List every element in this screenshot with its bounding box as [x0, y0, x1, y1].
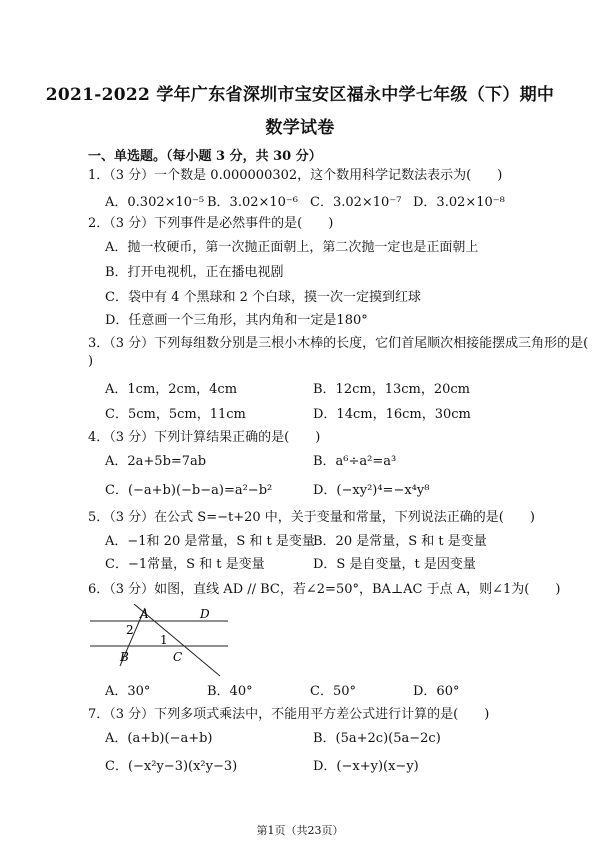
page-footer: 第1页（共23页）	[256, 824, 344, 837]
exam-subtitle: 数学试卷	[265, 118, 335, 138]
question-5-stem: 5．（3 分）在公式 S=−t+20 中，关于变量和常量，下列说法正确的是( )	[88, 510, 535, 525]
q6-option-c: C．50°	[310, 684, 356, 699]
question-1-stem: 1．（3 分）一个数是 0.000000302，这个数用科学记数法表示为( )	[88, 168, 503, 183]
q1-option-c: C．3.02×10⁻⁷	[310, 195, 402, 210]
q7-option-d: D．(−x+y)(x−y)	[313, 759, 419, 774]
q3-option-a: A．1cm，2cm，4cm	[105, 382, 238, 397]
geometry-figure	[90, 604, 230, 678]
q1-option-b: B．3.02×10⁻⁶	[207, 195, 299, 210]
question-6-stem: 6．（3 分）如图，直线 AD // BC，若∠2=50°，BA⊥AC 于点 A，则∠1为( )	[88, 582, 561, 597]
q3-option-b: B．12cm，13cm，20cm	[313, 382, 471, 397]
q4-option-b: B．a⁶÷a²=a³	[313, 454, 397, 469]
q2-option-c: C．袋中有 4 个黑球和 2 个白球，摸一次一定摸到红球	[105, 290, 422, 305]
label-b: B	[120, 650, 129, 664]
q2-option-b: B．打开电视机，正在播电视剧	[105, 265, 284, 280]
q5-option-d: D．S 是自变量，t 是因变量	[313, 557, 476, 572]
question-4-stem: 4．（3 分）下列计算结果正确的是( )	[88, 430, 321, 445]
q7-option-b: B．(5a+2c)(5a−2c)	[313, 731, 441, 746]
q6-option-a: A．30°	[105, 684, 151, 699]
label-c: C	[173, 650, 183, 664]
q7-option-c: C．(−x²y−3)(x²y−3)	[105, 759, 238, 774]
label-d: D	[200, 607, 210, 621]
question-3-stem: 3．（3 分）下列每组数分别是三根小木棒的长度，它们首尾顺次相接能摆成三角形的是(	[88, 336, 589, 351]
q4-option-d: D．(−xy²)⁴=−x⁴y⁸	[313, 483, 430, 498]
q1-option-a: A．0.302×10⁻⁵	[105, 195, 205, 210]
q6-option-d: D．60°	[413, 684, 460, 699]
q3-option-d: D．14cm，16cm，30cm	[313, 407, 471, 422]
question-7-stem: 7．（3 分）下列多项式乘法中，不能用平方差公式进行计算的是( )	[88, 707, 490, 722]
section-heading: 一、单选题。（每小题 3 分，共 30 分）	[88, 149, 322, 164]
q2-option-a: A．抛一枚硬币，第一次抛正面朝上，第二次抛一定也是正面朝上	[105, 240, 479, 255]
q7-option-a: A．(a+b)(−a+b)	[105, 731, 213, 746]
q4-option-a: A．2a+5b=7ab	[105, 454, 207, 469]
q3-option-c: C．5cm，5cm，11cm	[105, 407, 246, 422]
exam-title: 2021-2022 学年广东省深圳市宝安区福永中学七年级（下）期中	[45, 85, 555, 105]
q6-option-b: B．40°	[207, 684, 253, 699]
q1-option-d: D．3.02×10⁻⁸	[413, 195, 505, 210]
q2-option-d: D．任意画一个三角形，其内角和一定是180°	[105, 313, 368, 328]
angle-2-label: 2	[126, 623, 134, 637]
q5-option-c: C．−1常量，S 和 t 是变量	[105, 557, 265, 572]
q5-option-b: B．20 是常量，S 和 t 是变量	[313, 534, 487, 549]
label-a: A	[140, 607, 149, 621]
q5-option-a: A．−1和 20 是常量，S 和 t 是变量	[105, 534, 315, 549]
q4-option-c: C．(−a+b)(−b−a)=a²−b²	[105, 483, 273, 498]
question-3-stem-cont: )	[88, 354, 94, 369]
question-2-stem: 2．（3 分）下列事件是必然事件的是( )	[88, 216, 334, 231]
angle-1-label: 1	[160, 633, 168, 647]
